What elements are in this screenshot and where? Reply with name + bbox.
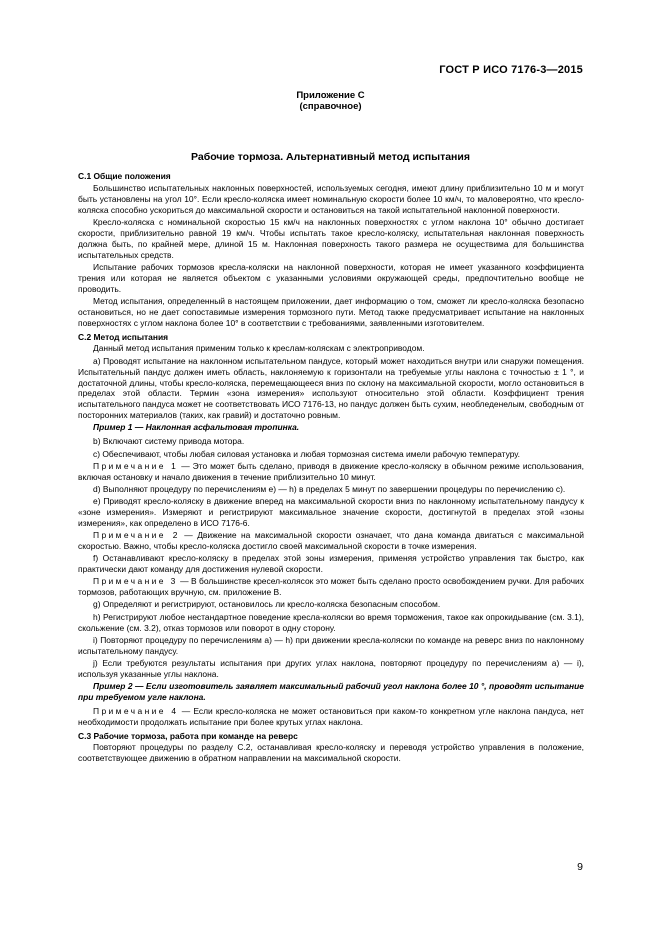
example-2: Пример 2 — Если изготовитель заявляет максимальный рабочий угол наклона более 10 °, проводят испытание при требуемом угле наклона. bbox=[78, 680, 584, 702]
paragraph: Кресло-коляска с номинальной скоростью 15 км/ч на наклонных поверхностях с углом наклона 10° обычно достигает скорости, приблизительно равной 19 км/ч. Чтобы испытать такое кресло-коляску, испытательная наклонная поверхность должна быть, по крайней мере, длиной 15 м. Наклонная поверхность такого размера не осуществима для большинства испытательных средств. bbox=[78, 216, 584, 260]
note-text: — Это может быть сделано, приводя в движение кресло-коляску в обычном режиме использования, включая остановку и начало движения в течение приблизительно 10 минут. bbox=[78, 460, 584, 482]
paragraph: Данный метод испытания применим только к креслам-коляскам с электроприводом. bbox=[93, 343, 425, 354]
list-item-i: i) Повторяют процедуру по перечислениям а) — h) при движении кресла-коляски по команде на реверс вниз по наклонному испытательному пандусу. bbox=[78, 634, 584, 656]
note-2 bbox=[78, 530, 584, 552]
standard-number: ГОСТ Р ИСО 7176-3—2015 bbox=[439, 64, 583, 76]
list-item-j: j) Если требуются результаты испытания при других углах наклона, повторяют процедуру по перечислениям а) — i), используя указанные углы наклона. bbox=[78, 657, 584, 679]
note-text: — Движение на максимальной скорости означает, что дана команда двигаться с максимальной скоростью. Важно, чтобы кресло-коляска достигло своей максимальной скорости в точке измерения. bbox=[78, 530, 584, 551]
list-item-f: f) Останавливают кресло-коляску в пределах этой зоны измерения, применяя устройство управления так быстро, как практически дают команду для достижения нулевой скорости. bbox=[78, 553, 584, 575]
list-item-d: d) Выполняют процедуру по перечислениям е) — h) в пределах 5 минут по завершении процедуры по перечислению с). bbox=[93, 483, 566, 494]
paragraph: Повторяют процедуры по разделу С.2, останавливая кресло-коляску и переводя устройство управления в положение, соответствующее движению в обратном направлении на максимальной скорости. bbox=[78, 742, 584, 764]
paragraph: Испытание рабочих тормозов кресла-коляски на наклонной поверхности, которая не имеет указанного коэффициента трения или которая не является объектом с указанными условиями окружающей среды, предпочтительно вообще не проводить. bbox=[78, 261, 584, 294]
list-item-h: h) Регистрируют любое нестандартное поведение кресла-коляски во время торможения, такое как опрокидывание (см. 3.1), скольжение (см. 3.2), отказ тормозов или поворот в одну сторону. bbox=[78, 611, 584, 633]
note-4 bbox=[78, 706, 584, 728]
note-text: — Если кресло-коляска не может остановиться при каком-то конкретном угле наклона пандуса, нет необходимости продолжать испытание при более крутых углах наклона. bbox=[78, 705, 584, 727]
annex-status: (справочное) bbox=[299, 101, 362, 112]
note-3 bbox=[78, 576, 584, 598]
example-1: Пример 1 — Наклонная асфальтовая тропинка. bbox=[93, 422, 300, 433]
list-item-b: b) Включают систему привода мотора. bbox=[93, 436, 245, 447]
note-label: Примечание 2 bbox=[93, 530, 180, 541]
paragraph: Большинство испытательных наклонных поверхностей, используемых сегодня, имеют длину приблизительно 10 м и могут быть установлены на угол 10°. Если кресло-коляска имеет номинальную скорости более 10 км/ч, то маловероятно, что кресло-коляска способно ускориться до максимальной скорости и остановиться на такой испытательной наклонной поверхности. bbox=[78, 182, 584, 215]
page-number: 9 bbox=[577, 861, 583, 873]
note-1 bbox=[78, 461, 584, 483]
note-label: Примечание 4 bbox=[93, 705, 179, 716]
section-heading-c2: С.2 Метод испытания bbox=[78, 331, 169, 342]
list-item-e: е) Приводят кресло-коляску в движение вперед на максимальной скорости вниз по наклонному испытательному пандусу к «зоне измерения». Измеряют и регистрируют максимальное значение скорости, достигнутой в пределах этой «зоны измерения», как определено в ИСО 7176-6. bbox=[78, 496, 584, 528]
note-label: Примечание 1 bbox=[93, 460, 179, 471]
list-item-c: с) Обеспечивают, чтобы любая силовая установка и любая тормозная система имели рабочую температуру. bbox=[93, 448, 521, 459]
section-heading-c1: С.1 Общие положения bbox=[78, 171, 171, 181]
note-label: Примечание 3 bbox=[93, 576, 178, 587]
annex-label: Приложение С bbox=[296, 90, 365, 101]
annex-title: Рабочие тормоза. Альтернативный метод испытания bbox=[191, 151, 470, 163]
list-item-g: g) Определяют и регистрируют, остановилось ли кресло-коляска безопасным способом. bbox=[93, 599, 441, 610]
section-heading-c3: С.3 Рабочие тормоза, работа при команде на реверс bbox=[78, 730, 298, 741]
document-body bbox=[78, 168, 584, 766]
note-text: — В большинстве кресел-колясок это может быть сделано просто освобождением ручки. Для рабочих тормозов, работающих вручную, см. приложение В. bbox=[78, 576, 584, 598]
paragraph: Метод испытания, определенный в настоящем приложении, дает информацию о том, сможет ли кресло-коляска безопасно остановиться, но не дает сопоставимые измерения тормозного пути. Метод также предусматривает испытание на наклонных поверхностях с углом наклона более 10° в соответствии с требованиями, заявленными изготовителем. bbox=[78, 295, 584, 328]
list-item-a: а) Проводят испытание на наклонном испытательном пандусе, который может находиться внутри или снаружи помещения. Испытательный пандус должен иметь область, наклоняемую к горизонтали на требуемые углы наклона с точностью ± 1 °, и достаточной длины, чтобы кресло-коляска, перемещающееся вниз по склону на максимальной скорости, могло остановиться в пределах этой области. Термин «зона измерения» используют относительно этой области. Коэффициент трения испытательного пандуса может не соответствовать ИСО 7176-13, но пандус должен быть сухим, необледенелым, свободным от посторонних материалов (таких, как гравий) и достаточно ровным. bbox=[78, 355, 584, 421]
